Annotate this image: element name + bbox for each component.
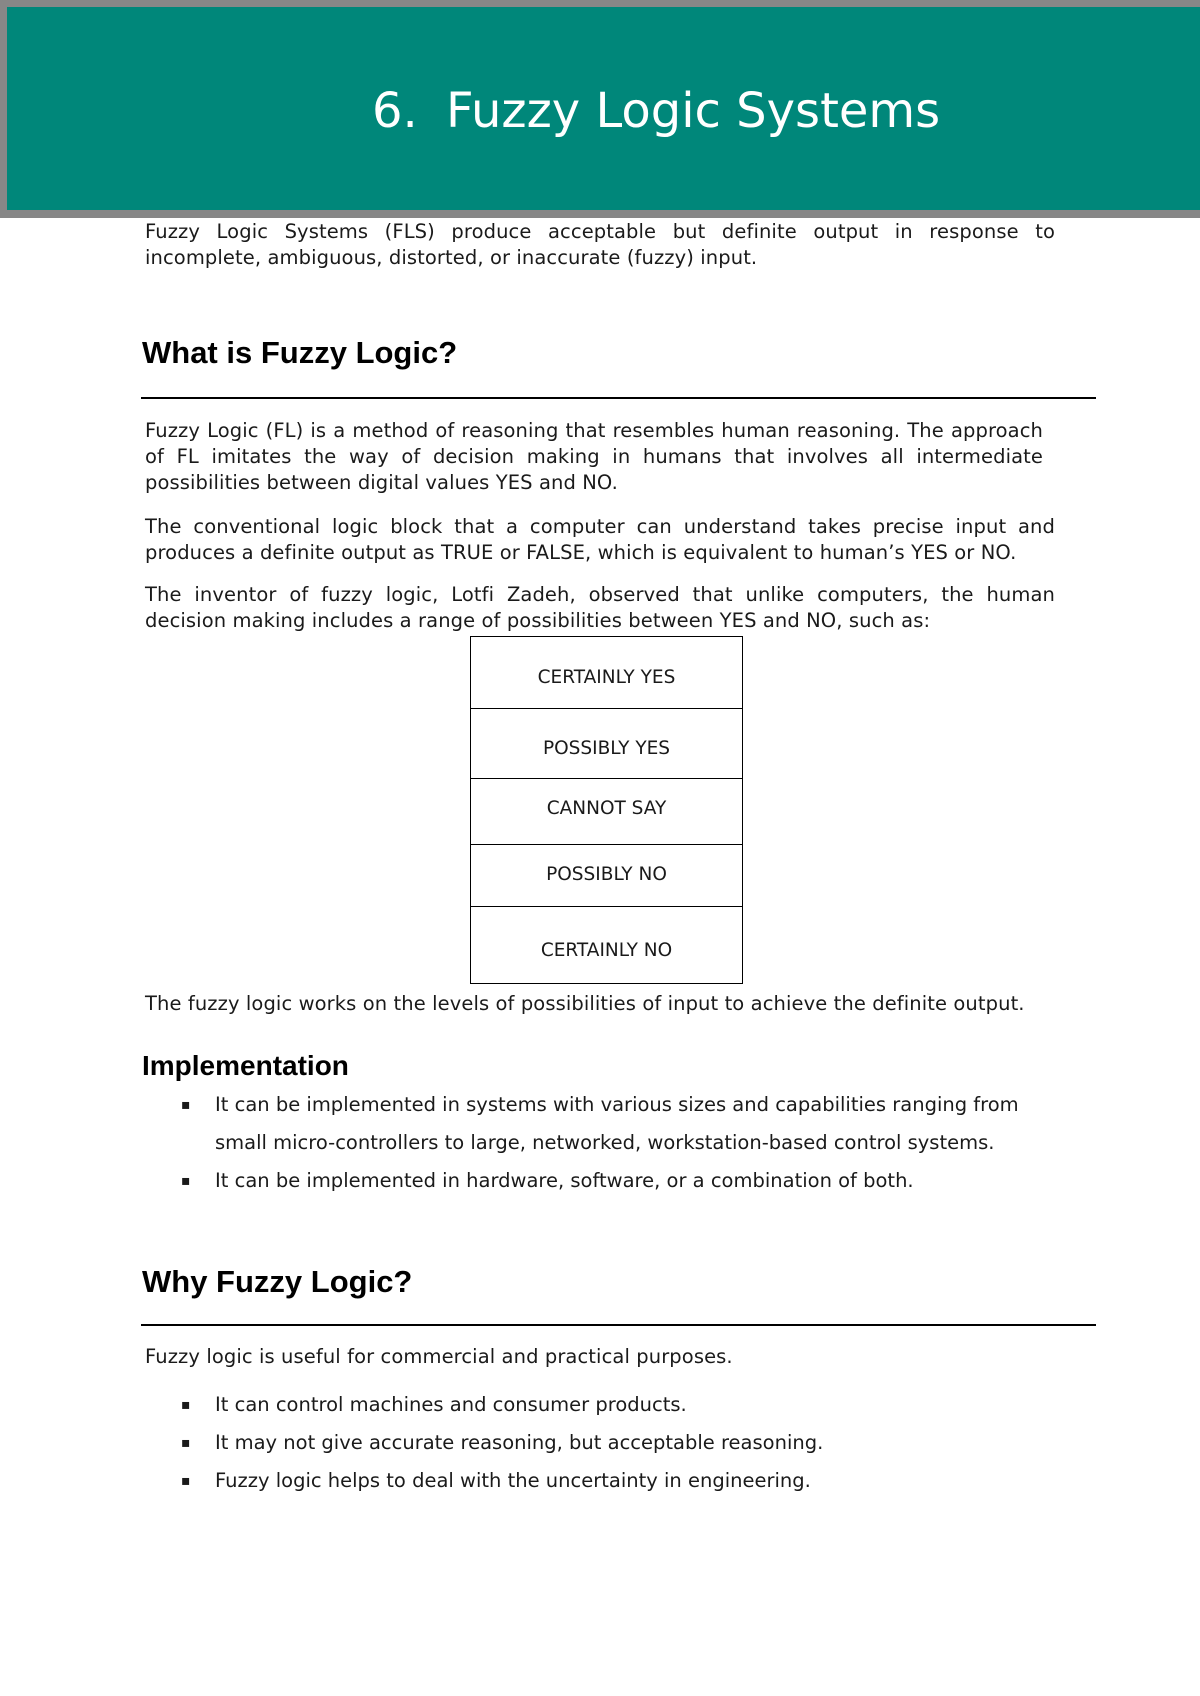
bullet-icon: ▪ bbox=[181, 1097, 191, 1113]
list-item bbox=[145, 1162, 1075, 1200]
list-item bbox=[145, 1086, 1075, 1162]
table-row bbox=[471, 845, 743, 907]
chapter-title bbox=[372, 83, 940, 139]
list-item-text: It can be implemented in systems with various sizes and capabilities ranging from small micro-controllers to large, networked, workstation-based control systems. bbox=[215, 1093, 1019, 1154]
possibility-cell: CERTAINLY YES bbox=[471, 637, 743, 709]
chapter-banner bbox=[0, 0, 1200, 218]
what-is-paragraph-3: The inventor of fuzzy logic, Lotfi Zadeh, observed that unlike computers, the human decision making includes a range of possibilities between YES and NO, such as: bbox=[145, 583, 1055, 632]
list-item-text: It can be implemented in hardware, software, or a combination of both. bbox=[215, 1169, 914, 1192]
table-row bbox=[471, 779, 743, 845]
list-item-text: It can control machines and consumer products. bbox=[215, 1393, 687, 1416]
section-rule bbox=[141, 1324, 1096, 1326]
possibility-cell: POSSIBLY NO bbox=[471, 845, 743, 907]
implementation-list bbox=[145, 1086, 1075, 1200]
what-is-paragraph-2: The conventional logic block that a computer can understand takes precise input and produces a definite output as TRUE or FALSE, which is equivalent to human’s YES or NO. bbox=[145, 515, 1055, 564]
possibilities-table bbox=[470, 636, 743, 984]
bullet-icon: ▪ bbox=[181, 1397, 191, 1413]
fuzzy-closing-paragraph: The fuzzy logic works on the levels of possibilities of input to achieve the definite output. bbox=[145, 992, 1025, 1015]
bullet-icon: ▪ bbox=[181, 1435, 191, 1451]
list-item-text: Fuzzy logic helps to deal with the uncertainty in engineering. bbox=[215, 1469, 811, 1492]
list-item-text: It may not give accurate reasoning, but acceptable reasoning. bbox=[215, 1431, 824, 1454]
section-heading-implementation: Implementation bbox=[142, 1050, 349, 1081]
chapter-title-text: Fuzzy Logic Systems bbox=[446, 83, 941, 139]
section-heading-what-is: What is Fuzzy Logic? bbox=[142, 335, 458, 370]
bullet-icon: ▪ bbox=[181, 1473, 191, 1489]
intro-paragraph: Fuzzy Logic Systems (FLS) produce acceptable but definite output in response to incomplete, ambiguous, distorted, or inaccurate (fuzzy) input. bbox=[145, 220, 1055, 269]
list-item bbox=[145, 1462, 1075, 1500]
section-heading-why: Why Fuzzy Logic? bbox=[142, 1264, 413, 1299]
possibility-cell: CERTAINLY NO bbox=[471, 907, 743, 984]
possibility-cell: POSSIBLY YES bbox=[471, 709, 743, 779]
table-row bbox=[471, 709, 743, 779]
chapter-banner-fill bbox=[7, 7, 1200, 210]
possibility-cell: CANNOT SAY bbox=[471, 779, 743, 845]
chapter-number: 6. bbox=[372, 83, 418, 139]
what-is-paragraph-1: Fuzzy Logic (FL) is a method of reasoning that resembles human reasoning. The approach of FL imitates the way of decision making in humans that involves all intermediate possibilities between digital values YES and NO. bbox=[145, 419, 1043, 494]
table-row bbox=[471, 907, 743, 984]
bullet-icon: ▪ bbox=[181, 1173, 191, 1189]
table-row bbox=[471, 637, 743, 709]
why-list bbox=[145, 1386, 1075, 1500]
list-item bbox=[145, 1386, 1075, 1424]
section-rule bbox=[141, 397, 1096, 399]
why-intro-paragraph: Fuzzy logic is useful for commercial and practical purposes. bbox=[145, 1345, 733, 1368]
list-item bbox=[145, 1424, 1075, 1462]
